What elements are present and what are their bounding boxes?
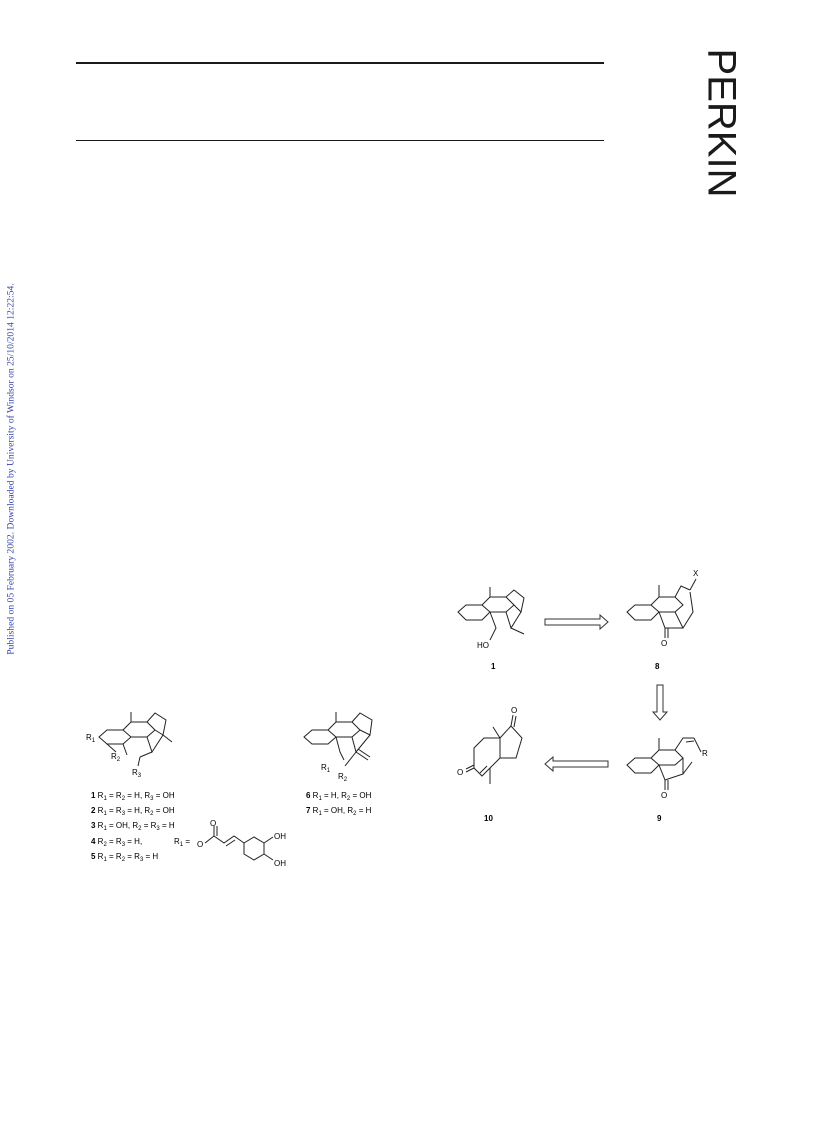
- compound-9: [627, 738, 708, 823]
- compound-1: [458, 587, 524, 671]
- atom-x: X: [693, 569, 699, 578]
- legend-line-2: 2 $R_1 = R_3 = H$, $R_2$ = OH: [91, 806, 175, 817]
- atom-r-9: R: [702, 749, 708, 758]
- legend-line-5: 5 $R_1 = R_2 = R_3 = H$: [91, 852, 159, 863]
- atom-r2: $R_2$: [111, 752, 121, 763]
- legend-line-6: 6 $R_1 = H$, $R_2$ = OH: [306, 791, 372, 802]
- retro-arrow-8-to-9: [653, 685, 667, 720]
- compound-8: [627, 569, 699, 671]
- atom-r2-b: $R_2$: [338, 772, 348, 783]
- atom-caffeoyl-oh-1: OH: [274, 832, 286, 841]
- atom-caffeoyl-carbonyl-o: O: [210, 819, 217, 828]
- atom-r1-b: $R_1$: [321, 763, 331, 774]
- atom-r1: $R_1$: [86, 733, 96, 744]
- caffeoyl-group: [197, 819, 286, 868]
- atom-caffeoyl-oh-2: OH: [274, 859, 286, 868]
- atom-o-10a: O: [511, 706, 518, 715]
- citation-text: Published on 05 February 2002. Downloaded by University of Windsor on 25/10/2014 12:22:54.: [5, 283, 17, 655]
- legend-line-7: 7 $R_1$ = OH, $R_2 = H$: [306, 806, 372, 817]
- legend-line-3: 3 $R_1$ = OH, $R_2 = R_3 = H$: [91, 821, 175, 832]
- atom-o-10b: O: [457, 768, 464, 777]
- compound-label-10: 10: [484, 814, 493, 823]
- atom-o-9: O: [661, 791, 668, 800]
- journal-name: PERKIN: [699, 48, 744, 198]
- structure-1-5: [86, 712, 172, 779]
- structure-1-5-legend: [91, 791, 190, 863]
- structure-6-7-legend: [306, 791, 372, 817]
- compound-label-9: 9: [657, 814, 662, 823]
- compound-label-8: 8: [655, 662, 660, 671]
- compound-10: [457, 706, 522, 823]
- retro-arrow-1-to-8: [545, 615, 608, 629]
- legend-line-4-r1: $R_1$ =: [174, 837, 191, 848]
- atom-r3: $R_3$: [132, 768, 142, 779]
- legend-line-4: 4 $R_2 = R_3 = H$,: [91, 837, 143, 848]
- structure-6-7: [304, 712, 372, 783]
- retro-arrow-9-to-10: [545, 757, 608, 771]
- atom-o-8: O: [661, 639, 668, 648]
- compound-label-1: 1: [491, 662, 496, 671]
- atom-ho: HO: [477, 641, 489, 650]
- legend-line-1: 1 $R_1 = R_2 = H$, $R_3$ = OH: [91, 791, 175, 802]
- atom-caffeoyl-ester-o: O: [197, 840, 204, 849]
